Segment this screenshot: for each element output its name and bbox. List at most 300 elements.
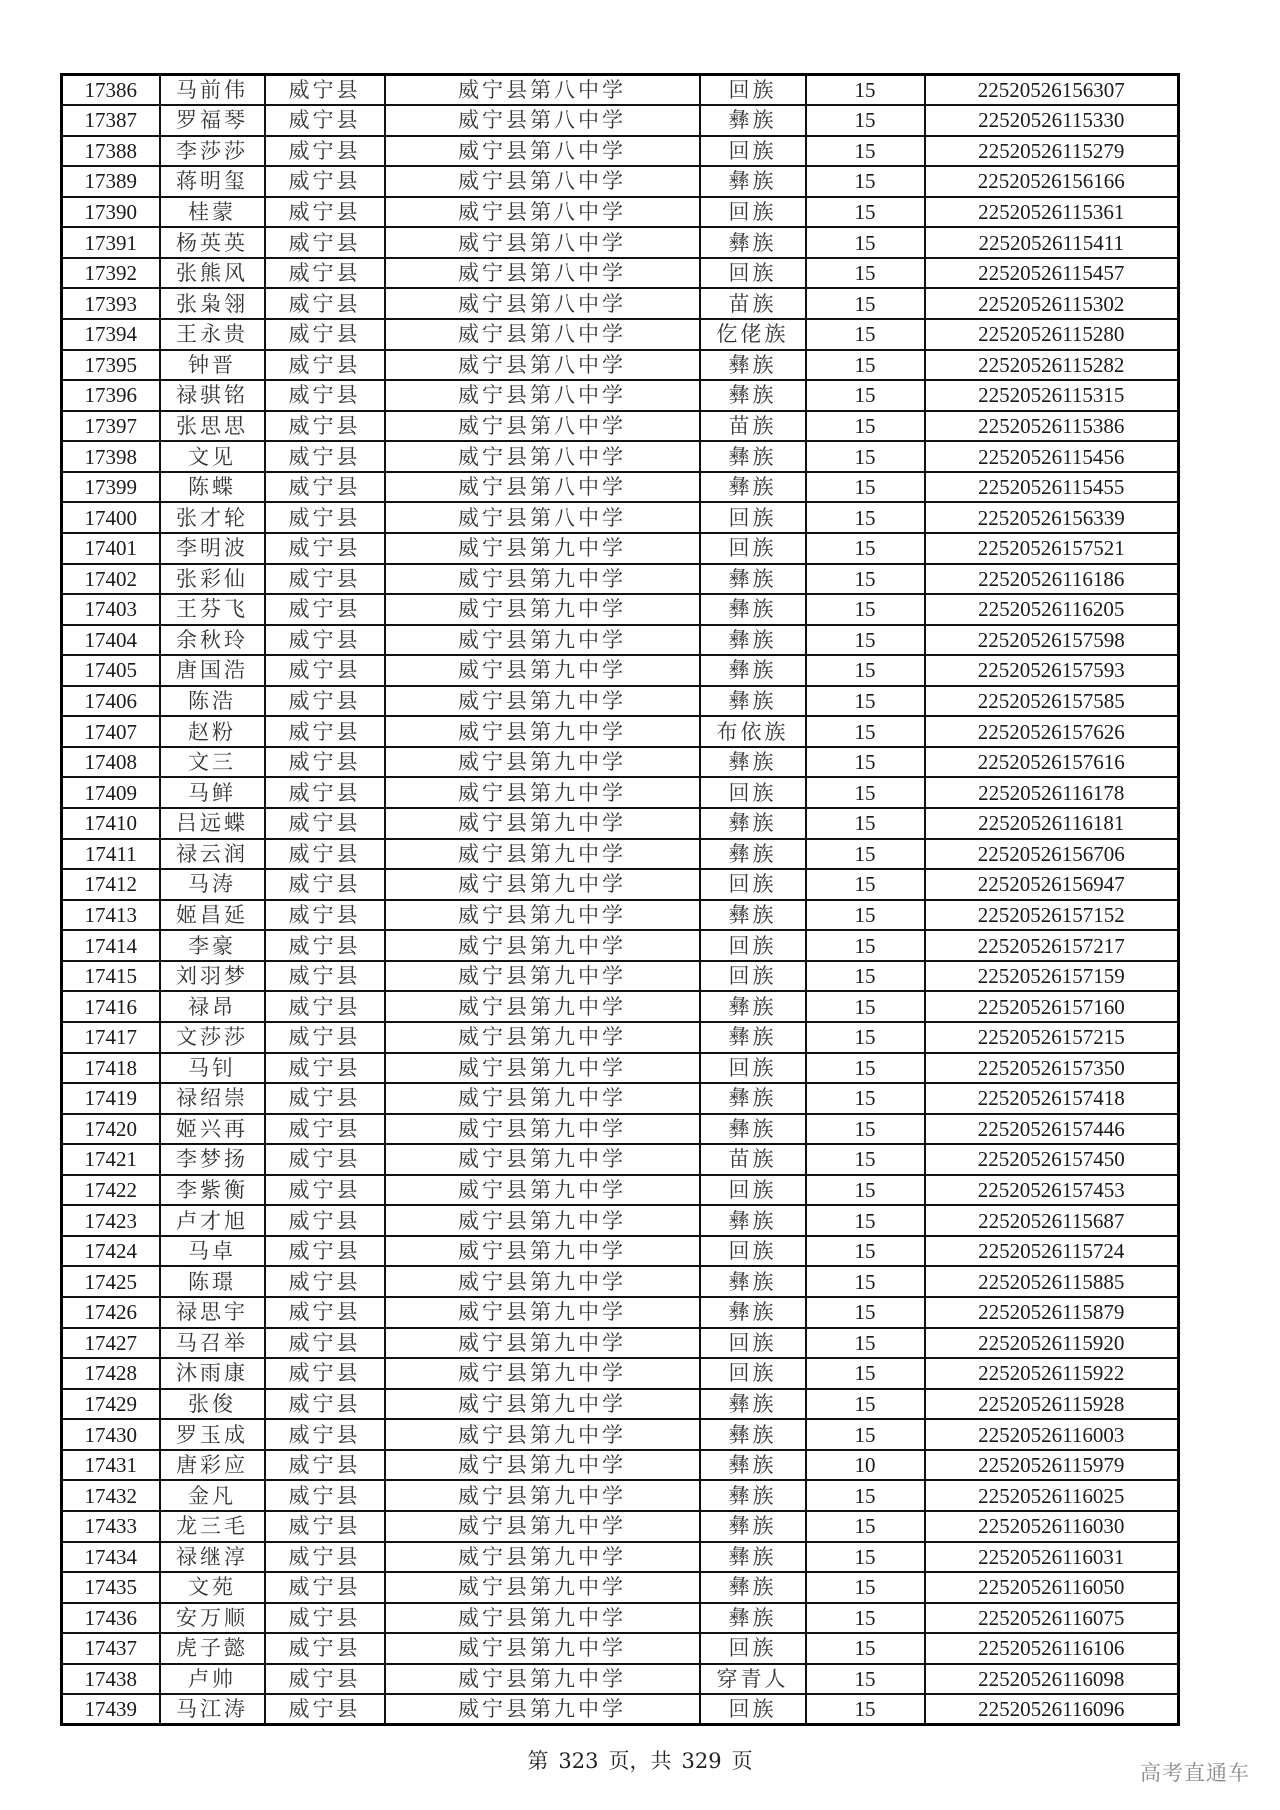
ethnicity-cell: 彝族: [700, 808, 806, 839]
name-cell: 马卓: [160, 1236, 265, 1267]
county-cell: 威宁县: [265, 961, 385, 992]
name-cell: 金凡: [160, 1480, 265, 1511]
seq-cell: 17395: [62, 350, 160, 381]
table-row: [62, 1633, 1179, 1664]
county-cell: 威宁县: [265, 533, 385, 564]
table-row: [62, 1542, 1179, 1573]
exam-id-cell: 22520526156339: [925, 502, 1179, 533]
bonus-points-cell: 15: [806, 1236, 925, 1267]
school-cell: 威宁县第九中学: [385, 686, 700, 717]
name-cell: 李莎莎: [160, 136, 265, 167]
bonus-points-cell: 15: [806, 1358, 925, 1389]
ethnicity-cell: 穿青人: [700, 1664, 806, 1695]
table-row: [62, 1114, 1179, 1145]
county-cell: 威宁县: [265, 869, 385, 900]
table-row: [62, 1664, 1179, 1695]
county-cell: 威宁县: [265, 472, 385, 503]
table-row: [62, 105, 1179, 136]
seq-cell: 17388: [62, 136, 160, 167]
table-row: [62, 930, 1179, 961]
table-row: [62, 1266, 1179, 1297]
school-cell: 威宁县第九中学: [385, 1175, 700, 1206]
table-row: [62, 1572, 1179, 1603]
bonus-points-cell: 15: [806, 166, 925, 197]
name-cell: 刘羽梦: [160, 961, 265, 992]
exam-id-cell: 22520526115928: [925, 1389, 1179, 1420]
seq-cell: 17422: [62, 1175, 160, 1206]
exam-id-cell: 22520526157616: [925, 747, 1179, 778]
county-cell: 威宁县: [265, 1328, 385, 1359]
county-cell: 威宁县: [265, 625, 385, 656]
school-cell: 威宁县第八中学: [385, 136, 700, 167]
bonus-points-cell: 15: [806, 350, 925, 381]
school-cell: 威宁县第九中学: [385, 1389, 700, 1420]
bonus-points-cell: 15: [806, 777, 925, 808]
ethnicity-cell: 彝族: [700, 1572, 806, 1603]
seq-cell: 17412: [62, 869, 160, 900]
table-row: [62, 1022, 1179, 1053]
county-cell: 威宁县: [265, 1572, 385, 1603]
bonus-points-cell: 15: [806, 1389, 925, 1420]
ethnicity-cell: 彝族: [700, 1511, 806, 1542]
exam-id-cell: 22520526116030: [925, 1511, 1179, 1542]
bonus-points-cell: 15: [806, 1419, 925, 1450]
name-cell: 禄骐铭: [160, 380, 265, 411]
seq-cell: 17408: [62, 747, 160, 778]
exam-id-cell: 22520526115282: [925, 350, 1179, 381]
exam-id-cell: 22520526116106: [925, 1633, 1179, 1664]
school-cell: 威宁县第九中学: [385, 1450, 700, 1481]
county-cell: 威宁县: [265, 319, 385, 350]
county-cell: 威宁县: [265, 1144, 385, 1175]
name-cell: 罗玉成: [160, 1419, 265, 1450]
ethnicity-cell: 回族: [700, 869, 806, 900]
table-row: [62, 869, 1179, 900]
bonus-points-cell: 15: [806, 319, 925, 350]
county-cell: 威宁县: [265, 1297, 385, 1328]
seq-cell: 17419: [62, 1083, 160, 1114]
school-cell: 威宁县第九中学: [385, 1419, 700, 1450]
seq-cell: 17391: [62, 227, 160, 258]
ethnicity-cell: 彝族: [700, 991, 806, 1022]
seq-cell: 17415: [62, 961, 160, 992]
county-cell: 威宁县: [265, 1205, 385, 1236]
ethnicity-cell: 彝族: [700, 686, 806, 717]
seq-cell: 17411: [62, 839, 160, 870]
bonus-points-cell: 15: [806, 227, 925, 258]
bonus-points-cell: 15: [806, 1266, 925, 1297]
county-cell: 威宁县: [265, 75, 385, 106]
county-cell: 威宁县: [265, 1480, 385, 1511]
bonus-points-cell: 15: [806, 930, 925, 961]
bonus-points-cell: 15: [806, 136, 925, 167]
school-cell: 威宁县第九中学: [385, 1266, 700, 1297]
name-cell: 李明波: [160, 533, 265, 564]
county-cell: 威宁县: [265, 777, 385, 808]
name-cell: 张思思: [160, 411, 265, 442]
name-cell: 张才轮: [160, 502, 265, 533]
seq-cell: 17429: [62, 1389, 160, 1420]
seq-cell: 17407: [62, 716, 160, 747]
table-row: [62, 1328, 1179, 1359]
school-cell: 威宁县第九中学: [385, 869, 700, 900]
ethnicity-cell: 回族: [700, 930, 806, 961]
school-cell: 威宁县第八中学: [385, 258, 700, 289]
bonus-points-cell: 15: [806, 564, 925, 595]
bonus-points-cell: 15: [806, 991, 925, 1022]
seq-cell: 17433: [62, 1511, 160, 1542]
table-row: [62, 686, 1179, 717]
bonus-points-cell: 15: [806, 1114, 925, 1145]
ethnicity-cell: 彝族: [700, 900, 806, 931]
bonus-points-cell: 15: [806, 75, 925, 106]
name-cell: 禄思宇: [160, 1297, 265, 1328]
bonus-points-cell: 15: [806, 1542, 925, 1573]
bonus-points-cell: 15: [806, 686, 925, 717]
table-row: [62, 1297, 1179, 1328]
school-cell: 威宁县第九中学: [385, 991, 700, 1022]
ethnicity-cell: 彝族: [700, 227, 806, 258]
exam-id-cell: 22520526116075: [925, 1603, 1179, 1634]
seq-cell: 17416: [62, 991, 160, 1022]
seq-cell: 17436: [62, 1603, 160, 1634]
table-row: [62, 258, 1179, 289]
county-cell: 威宁县: [265, 686, 385, 717]
ethnicity-cell: 彝族: [700, 1083, 806, 1114]
seq-cell: 17439: [62, 1694, 160, 1725]
bonus-points-cell: 15: [806, 441, 925, 472]
school-cell: 威宁县第九中学: [385, 930, 700, 961]
exam-id-cell: 22520526115361: [925, 197, 1179, 228]
name-cell: 文莎莎: [160, 1022, 265, 1053]
name-cell: 龙三毛: [160, 1511, 265, 1542]
exam-id-cell: 22520526115724: [925, 1236, 1179, 1267]
footer-prefix: 第: [527, 1749, 549, 1773]
table-row: [62, 1694, 1179, 1725]
ethnicity-cell: 彝族: [700, 472, 806, 503]
table-row: [62, 777, 1179, 808]
name-cell: 余秋玲: [160, 625, 265, 656]
name-cell: 张熊风: [160, 258, 265, 289]
table-row: [62, 533, 1179, 564]
bonus-points-cell: 15: [806, 1053, 925, 1084]
school-cell: 威宁县第八中学: [385, 105, 700, 136]
exam-id-cell: 22520526115922: [925, 1358, 1179, 1389]
bonus-points-cell: 15: [806, 1297, 925, 1328]
seq-cell: 17399: [62, 472, 160, 503]
table-row: [62, 1358, 1179, 1389]
seq-cell: 17413: [62, 900, 160, 931]
watermark: 高考直通车: [1140, 1761, 1250, 1785]
county-cell: 威宁县: [265, 1511, 385, 1542]
roster-body: [62, 75, 1179, 1725]
table-row: [62, 1419, 1179, 1450]
name-cell: 李豪: [160, 930, 265, 961]
bonus-points-cell: 15: [806, 380, 925, 411]
exam-id-cell: 22520526116096: [925, 1694, 1179, 1725]
bonus-points-cell: 15: [806, 594, 925, 625]
exam-id-cell: 22520526156307: [925, 75, 1179, 106]
exam-id-cell: 22520526157350: [925, 1053, 1179, 1084]
ethnicity-cell: 回族: [700, 1633, 806, 1664]
ethnicity-cell: 回族: [700, 777, 806, 808]
bonus-points-cell: 15: [806, 1205, 925, 1236]
school-cell: 威宁县第九中学: [385, 1542, 700, 1573]
name-cell: 文三: [160, 747, 265, 778]
ethnicity-cell: 回族: [700, 961, 806, 992]
bonus-points-cell: 15: [806, 716, 925, 747]
name-cell: 卢帅: [160, 1664, 265, 1695]
ethnicity-cell: 彝族: [700, 1389, 806, 1420]
county-cell: 威宁县: [265, 258, 385, 289]
name-cell: 陈浩: [160, 686, 265, 717]
name-cell: 桂蒙: [160, 197, 265, 228]
exam-id-cell: 22520526157626: [925, 716, 1179, 747]
total-pages: 329: [681, 1749, 722, 1773]
name-cell: 张俊: [160, 1389, 265, 1420]
exam-id-cell: 22520526115315: [925, 380, 1179, 411]
name-cell: 虎子懿: [160, 1633, 265, 1664]
ethnicity-cell: 彝族: [700, 1450, 806, 1481]
table-row: [62, 1603, 1179, 1634]
bonus-points-cell: 15: [806, 197, 925, 228]
exam-id-cell: 22520526156166: [925, 166, 1179, 197]
bonus-points-cell: 15: [806, 1694, 925, 1725]
bonus-points-cell: 15: [806, 502, 925, 533]
seq-cell: 17405: [62, 655, 160, 686]
school-cell: 威宁县第九中学: [385, 1236, 700, 1267]
exam-id-cell: 22520526115279: [925, 136, 1179, 167]
ethnicity-cell: 彝族: [700, 564, 806, 595]
seq-cell: 17427: [62, 1328, 160, 1359]
name-cell: 卢才旭: [160, 1205, 265, 1236]
ethnicity-cell: 彝族: [700, 1266, 806, 1297]
county-cell: 威宁县: [265, 1664, 385, 1695]
table-row: [62, 1480, 1179, 1511]
ethnicity-cell: 回族: [700, 1053, 806, 1084]
exam-id-cell: 22520526115920: [925, 1328, 1179, 1359]
exam-id-cell: 22520526116181: [925, 808, 1179, 839]
ethnicity-cell: 苗族: [700, 1144, 806, 1175]
name-cell: 李梦扬: [160, 1144, 265, 1175]
school-cell: 威宁县第九中学: [385, 655, 700, 686]
school-cell: 威宁县第八中学: [385, 380, 700, 411]
school-cell: 威宁县第八中学: [385, 319, 700, 350]
county-cell: 威宁县: [265, 1236, 385, 1267]
exam-id-cell: 22520526116178: [925, 777, 1179, 808]
school-cell: 威宁县第九中学: [385, 1297, 700, 1328]
exam-id-cell: 22520526115687: [925, 1205, 1179, 1236]
bonus-points-cell: 15: [806, 1664, 925, 1695]
ethnicity-cell: 彝族: [700, 105, 806, 136]
table-row: [62, 1389, 1179, 1420]
seq-cell: 17390: [62, 197, 160, 228]
exam-id-cell: 22520526157418: [925, 1083, 1179, 1114]
name-cell: 姬昌延: [160, 900, 265, 931]
school-cell: 威宁县第九中学: [385, 1664, 700, 1695]
ethnicity-cell: 彝族: [700, 350, 806, 381]
school-cell: 威宁县第九中学: [385, 1144, 700, 1175]
seq-cell: 17434: [62, 1542, 160, 1573]
bonus-points-cell: 15: [806, 1633, 925, 1664]
seq-cell: 17435: [62, 1572, 160, 1603]
name-cell: 马前伟: [160, 75, 265, 106]
seq-cell: 17409: [62, 777, 160, 808]
ethnicity-cell: 彝族: [700, 655, 806, 686]
ethnicity-cell: 苗族: [700, 288, 806, 319]
county-cell: 威宁县: [265, 839, 385, 870]
school-cell: 威宁县第九中学: [385, 1633, 700, 1664]
name-cell: 马钊: [160, 1053, 265, 1084]
name-cell: 马鲜: [160, 777, 265, 808]
name-cell: 王芬飞: [160, 594, 265, 625]
seq-cell: 17420: [62, 1114, 160, 1145]
exam-id-cell: 22520526116031: [925, 1542, 1179, 1573]
school-cell: 威宁县第八中学: [385, 441, 700, 472]
school-cell: 威宁县第八中学: [385, 227, 700, 258]
name-cell: 钟晋: [160, 350, 265, 381]
ethnicity-cell: 仡佬族: [700, 319, 806, 350]
seq-cell: 17403: [62, 594, 160, 625]
seq-cell: 17387: [62, 105, 160, 136]
bonus-points-cell: 15: [806, 1328, 925, 1359]
school-cell: 威宁县第九中学: [385, 1603, 700, 1634]
bonus-points-cell: 15: [806, 1480, 925, 1511]
exam-id-cell: 22520526157217: [925, 930, 1179, 961]
exam-id-cell: 22520526157585: [925, 686, 1179, 717]
table-row: [62, 502, 1179, 533]
school-cell: 威宁县第八中学: [385, 472, 700, 503]
school-cell: 威宁县第九中学: [385, 716, 700, 747]
name-cell: 陈璟: [160, 1266, 265, 1297]
seq-cell: 17397: [62, 411, 160, 442]
bonus-points-cell: 15: [806, 105, 925, 136]
bonus-points-cell: 15: [806, 411, 925, 442]
name-cell: 陈蝶: [160, 472, 265, 503]
name-cell: 马江涛: [160, 1694, 265, 1725]
county-cell: 威宁县: [265, 1083, 385, 1114]
name-cell: 蒋明玺: [160, 166, 265, 197]
school-cell: 威宁县第九中学: [385, 1694, 700, 1725]
bonus-points-cell: 15: [806, 472, 925, 503]
bonus-points-cell: 10: [806, 1450, 925, 1481]
bonus-points-cell: 15: [806, 288, 925, 319]
ethnicity-cell: 彝族: [700, 1480, 806, 1511]
exam-id-cell: 22520526157593: [925, 655, 1179, 686]
exam-id-cell: 22520526115302: [925, 288, 1179, 319]
county-cell: 威宁县: [265, 1266, 385, 1297]
county-cell: 威宁县: [265, 502, 385, 533]
exam-id-cell: 22520526115457: [925, 258, 1179, 289]
footer-mid: 页，共: [608, 1749, 672, 1773]
school-cell: 威宁县第九中学: [385, 564, 700, 595]
county-cell: 威宁县: [265, 1175, 385, 1206]
name-cell: 唐彩应: [160, 1450, 265, 1481]
school-cell: 威宁县第九中学: [385, 1114, 700, 1145]
name-cell: 禄云润: [160, 839, 265, 870]
table-row: [62, 1053, 1179, 1084]
county-cell: 威宁县: [265, 716, 385, 747]
bonus-points-cell: 15: [806, 869, 925, 900]
ethnicity-cell: 苗族: [700, 411, 806, 442]
table-row: [62, 380, 1179, 411]
table-row: [62, 1511, 1179, 1542]
table-row: [62, 136, 1179, 167]
county-cell: 威宁县: [265, 991, 385, 1022]
school-cell: 威宁县第九中学: [385, 1511, 700, 1542]
table-row: [62, 594, 1179, 625]
bonus-points-cell: 15: [806, 1572, 925, 1603]
exam-id-cell: 22520526115885: [925, 1266, 1179, 1297]
ethnicity-cell: 回族: [700, 1236, 806, 1267]
bonus-points-cell: 15: [806, 900, 925, 931]
school-cell: 威宁县第九中学: [385, 1358, 700, 1389]
school-cell: 威宁县第八中学: [385, 411, 700, 442]
ethnicity-cell: 彝族: [700, 1297, 806, 1328]
table-row: [62, 227, 1179, 258]
current-page: 323: [558, 1749, 599, 1773]
ethnicity-cell: 回族: [700, 1358, 806, 1389]
seq-cell: 17425: [62, 1266, 160, 1297]
exam-id-cell: 22520526116003: [925, 1419, 1179, 1450]
school-cell: 威宁县第九中学: [385, 961, 700, 992]
table-row: [62, 564, 1179, 595]
seq-cell: 17402: [62, 564, 160, 595]
table-row: [62, 900, 1179, 931]
seq-cell: 17426: [62, 1297, 160, 1328]
bonus-points-cell: 15: [806, 808, 925, 839]
bonus-points-cell: 15: [806, 961, 925, 992]
name-cell: 李紫衡: [160, 1175, 265, 1206]
seq-cell: 17400: [62, 502, 160, 533]
ethnicity-cell: 彝族: [700, 1542, 806, 1573]
name-cell: 文见: [160, 441, 265, 472]
bonus-points-cell: 15: [806, 1175, 925, 1206]
exam-id-cell: 22520526157446: [925, 1114, 1179, 1145]
county-cell: 威宁县: [265, 1694, 385, 1725]
exam-id-cell: 22520526116098: [925, 1664, 1179, 1695]
school-cell: 威宁县第八中学: [385, 166, 700, 197]
name-cell: 唐国浩: [160, 655, 265, 686]
ethnicity-cell: 回族: [700, 502, 806, 533]
exam-id-cell: 22520526115456: [925, 441, 1179, 472]
seq-cell: 17404: [62, 625, 160, 656]
county-cell: 威宁县: [265, 1450, 385, 1481]
table-row: [62, 472, 1179, 503]
exam-id-cell: 22520526115455: [925, 472, 1179, 503]
county-cell: 威宁县: [265, 900, 385, 931]
seq-cell: 17430: [62, 1419, 160, 1450]
seq-cell: 17392: [62, 258, 160, 289]
table-row: [62, 625, 1179, 656]
name-cell: 马召举: [160, 1328, 265, 1359]
seq-cell: 17431: [62, 1450, 160, 1481]
seq-cell: 17396: [62, 380, 160, 411]
seq-cell: 17389: [62, 166, 160, 197]
table-row: [62, 288, 1179, 319]
ethnicity-cell: 彝族: [700, 839, 806, 870]
county-cell: 威宁县: [265, 166, 385, 197]
seq-cell: 17423: [62, 1205, 160, 1236]
table-row: [62, 839, 1179, 870]
county-cell: 威宁县: [265, 105, 385, 136]
school-cell: 威宁县第八中学: [385, 502, 700, 533]
table-row: [62, 1144, 1179, 1175]
county-cell: 威宁县: [265, 1633, 385, 1664]
table-row: [62, 655, 1179, 686]
exam-id-cell: 22520526157450: [925, 1144, 1179, 1175]
county-cell: 威宁县: [265, 1022, 385, 1053]
